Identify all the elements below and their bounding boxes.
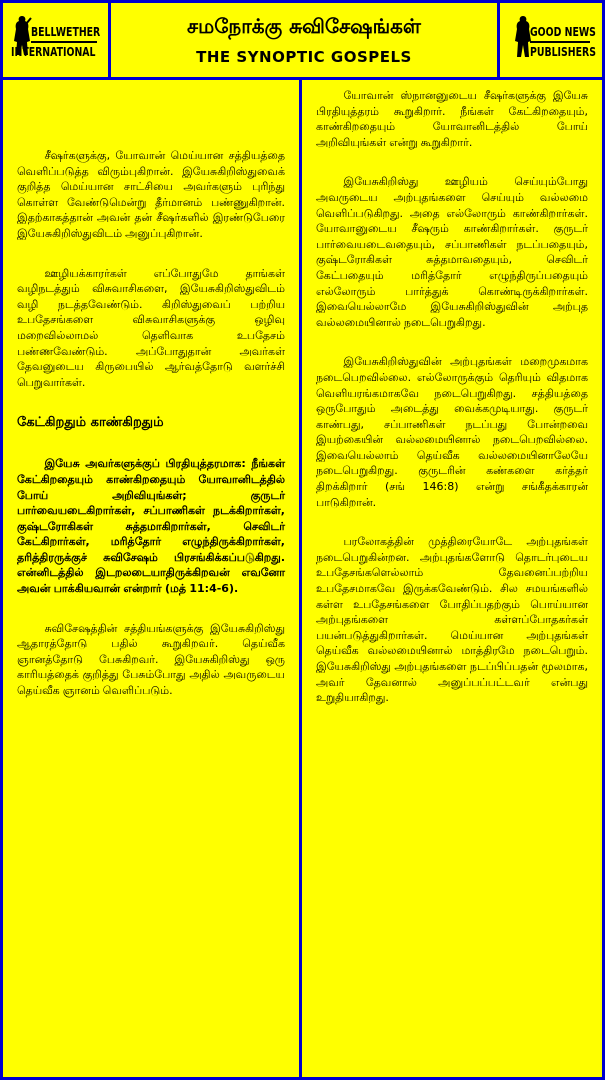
logo-left-line2: INTERNATIONAL [11, 45, 96, 59]
right-column [302, 80, 602, 1077]
logo-right-rule [530, 41, 590, 43]
right-paragraph-4: பரலோகத்தின் முத்திரையோடே அற்புதங்கள் நடைபெறுகின்றன. அற்புதங்களோடு தொடர்புடைய உபதேசங்களெல்லாம் தேவனைப்பற்றிய உபதேசமாகவே இருக்கவேண்டும். சில சமயங்களில் கள்ள உபதேசங்களை போதிப்பதற்கும் பொய்யான அற்புதங்களை கள்ளப்போதகர்கள் பயன்படுத்துகிறார்கள். மெய்யான அற்புதங்கள் தெய்வீக வல்லமையினால் மாத்திரமே நடைபெறும். இயேசுகிறிஸ்து அற்புதங்களை நடப்பிப்பதன் மூலமாக, அவர் தேவனால் அனுப்பப்பட்டவர் என்பது உறுதியாகிறது. [316, 535, 588, 705]
title-banner [111, 3, 497, 77]
logo-right-line2: PUBLISHERS [530, 45, 596, 59]
left-paragraph-3: சுவிசேஷத்தின் சத்தியங்களுக்கு இயேசுகிறிஸ்து ஆதாரத்தோடு பதில் கூறுகிறவர். தெய்வீக ஞானத்தோடு பேசுகிறவர். இயேசுகிறிஸ்து ஒரு காரியத்தைக் குறித்து பேசும்போது அதில் அவருடைய தெய்வீக ஞானம் வெளிப்படும். [17, 621, 285, 698]
scripture-quote: இயேசு அவர்களுக்குப் பிரதியுத்தரமாக: நீங்கள் கேட்கிறதையும் காண்கிறதையும் யோவானிடத்தில் போய் அறிவியுங்கள்; குருடர் பார்வையடைகிறார்கள், சப்பாணிகள் நடக்கிறார்கள், குஷ்டரோகிகள் சுத்தமாகிறார்கள், செவிடர் கேட்கிறார்கள், மரித்தோர் எழுந்திருக்கிறார்கள், தரித்திரருக்குச் சுவிசேஷம் பிரசங்கிக்கப்படுகிறது. என்னிடத்தில் இடறலடையாதிருக்கிறவன் எவனோ அவன் பாக்கியவான் என்றார் (மத் 11:4-6). [17, 457, 285, 596]
bellwether-logo [3, 3, 108, 77]
left-paragraph-1: சீஷர்களுக்கு, யோவான் மெய்யான சத்தியத்தை வெளிப்படுத்த விரும்புகிறான். இயேசுகிறிஸ்துவைக் குறித்த மெய்யான சாட்சியை அவர்களும் புரிந்து கொள்ள வேண்டுமென்று தீர்மானம் பண்ணுகிறான். இதற்காகத்தான் அவன் தன் சீஷர்களில் இரண்டுபேரை இயேசுகிறிஸ்துவிடம் அனுப்புகிறான். [17, 149, 285, 240]
page-title-english: THE SYNOPTIC GOSPELS [196, 48, 412, 66]
left-paragraph-2: ஊழியக்காரர்கள் எப்போதுமே தாங்கள் வழிநடத்தும் விசுவாசிகளை, இயேசுகிறிஸ்துவிடம் வழி நடத்தவேண்டும். கிறிஸ்துவைப் பற்றிய உபதேசங்களை விசுவாசிகளுக்கு ஒழிவு மறைவில்லாமல் தெளிவாக உபதேசம் பண்ணவேண்டும். அப்போதுதான் அவர்கள் தேவனுடைய கிருபையில் ஆர்வத்தோடு வளர்ச்சி பெறுவார்கள். [17, 266, 285, 389]
left-column [3, 80, 299, 1077]
good-news-logo [500, 3, 602, 77]
page-title-tamil: சமநோக்கு சுவிசேஷங்கள் [187, 14, 421, 38]
right-paragraph-2: இயேசுகிறிஸ்து ஊழியம் செய்யும்போது அவருடைய அற்புதங்களை செய்யும் வல்லமை வெளிப்படுகிறது. அதை எல்லோரும் காண்கிறார்கள். யோவானுடைய சீஷரும் காண்கிறார்கள். குருடர் பார்வையடைவதையும், சப்பாணிகள் நடப்பதையும், குஷ்டரோகிகள் சுத்தமாவதையும், செவிடர் கேட்பதையும் மரித்தோர் எழுந்திருப்பதையும் எல்லோரும் பார்த்துக் கொண்டிருக்கிறார்கள். இவையெல்லாமே இயேசுகிறிஸ்துவின் அற்புத வல்லமையினால் நடைபெறுகிறது. [316, 175, 588, 329]
section-heading: கேட்கிறதும் காண்கிறதும் [17, 415, 164, 431]
logo-left-line1: BELLWETHER [31, 25, 101, 39]
logo-right-line1: GOOD NEWS [530, 25, 596, 39]
right-paragraph-1: யோவான் ஸ்நானனுடைய சீஷர்களுக்கு இயேசு பிரதியுத்தரம் கூறுகிறார். நீங்கள் கேட்கிறதையும், காண்கிறதையும் யோவானிடத்தில் போய் அறிவியுங்கள் என்று கூறுகிறார். [316, 89, 588, 149]
logo-left-rule [31, 41, 97, 43]
right-paragraph-3: இயேசுகிறிஸ்துவின் அற்புதங்கள் மறைமுகமாக நடைபெறவில்லை. எல்லோருக்கும் தெரியும் விதமாக வெளியரங்கமாகவே நடைபெறுகிறது. சத்தியத்தை ஒருபோதும் அடைத்து வைக்கமுடியாது. குருடர் காண்பது, சப்பாணிகள் நடப்பது போன்றவை இயற்கையின் வல்லமையினால் நடைபெறவில்லை. இவையெல்லாம் தெய்வீக வல்லமையினாலேயே நடைபெறுகிறது. குருடரின் கண்களை கர்த்தர் திறக்கிறார் (சங் 146:8) என்று சங்கீதக்காரன் பாடுகிறான். [316, 355, 588, 509]
